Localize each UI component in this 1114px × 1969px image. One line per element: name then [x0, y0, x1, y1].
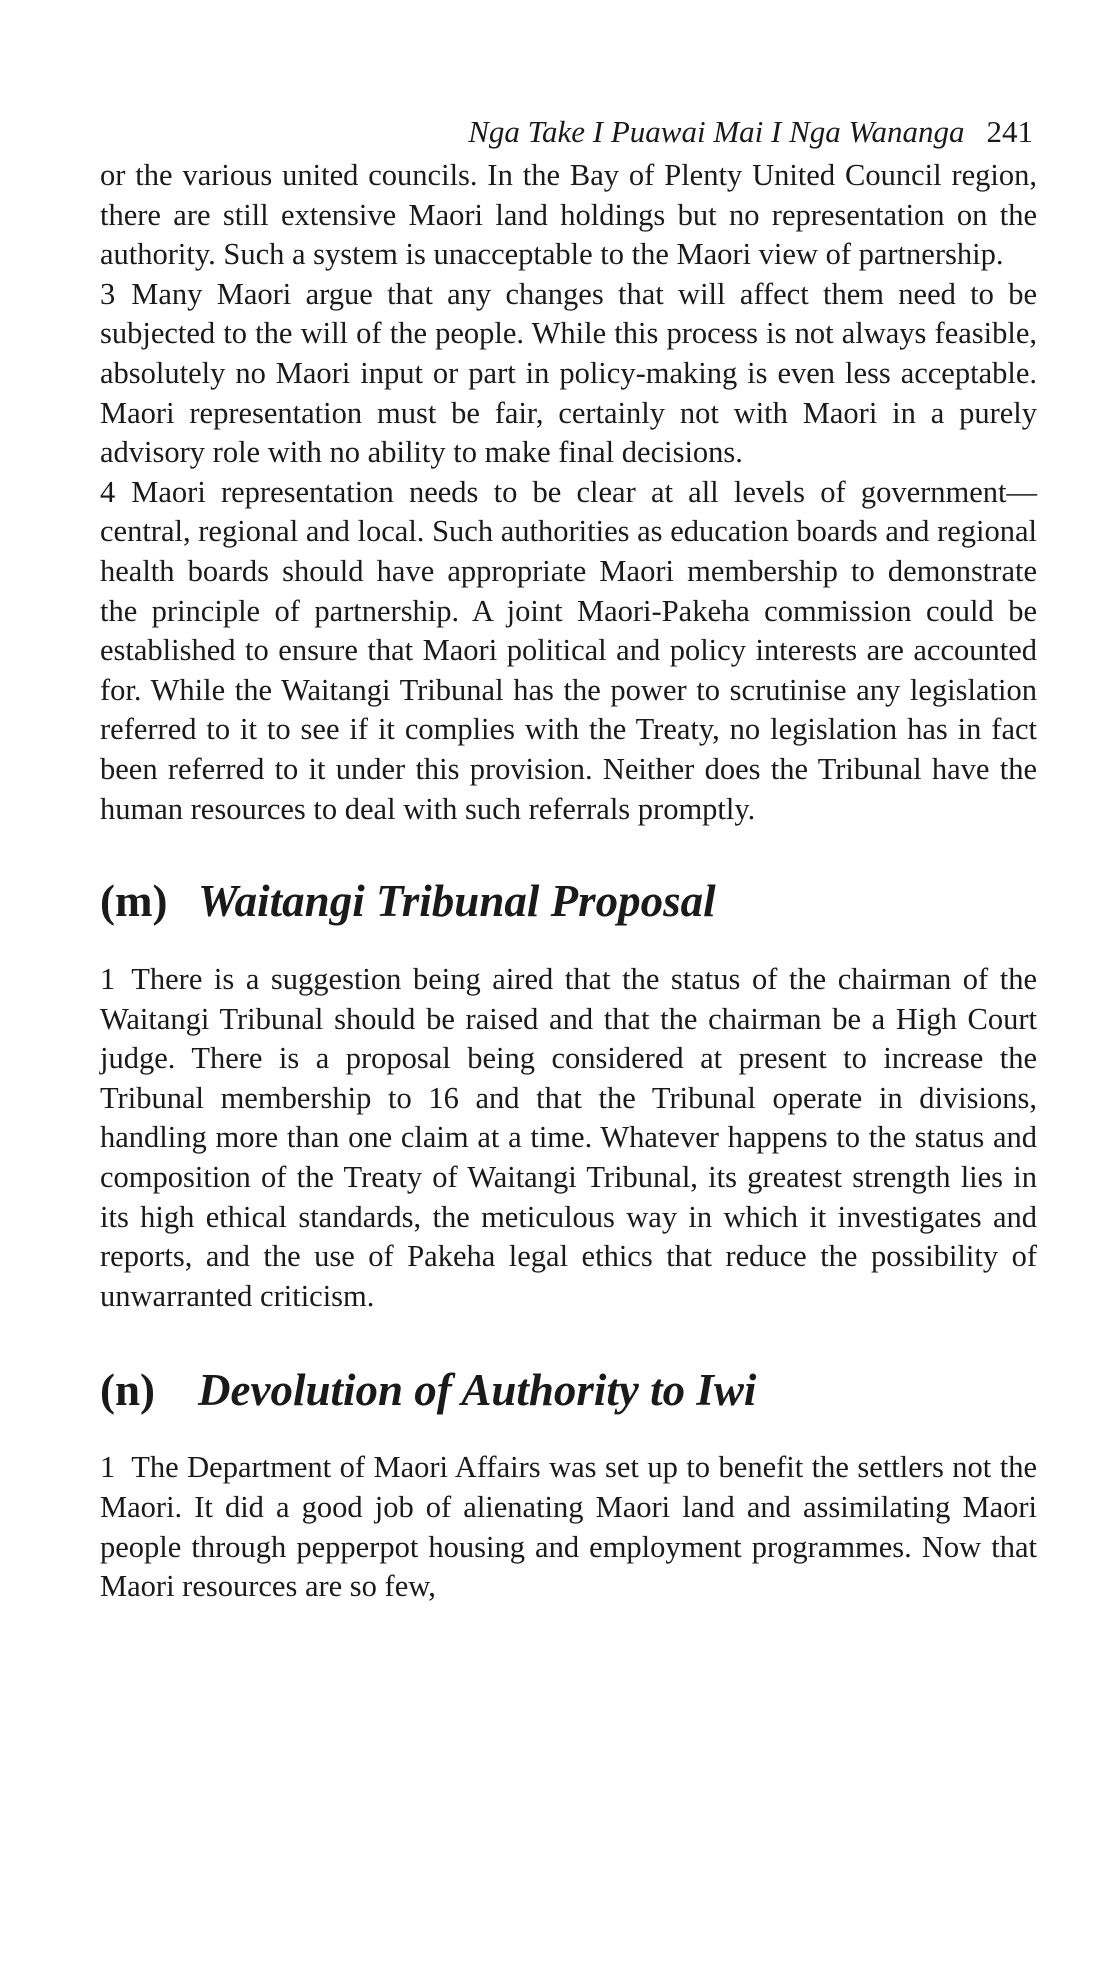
numbered-paragraph: [100, 960, 1037, 1316]
paragraph-number: 4: [100, 474, 116, 509]
paragraph-number: 1: [100, 1450, 116, 1485]
numbered-paragraph: [100, 275, 1037, 473]
numbered-paragraph: [100, 1448, 1037, 1606]
page-number: 241: [986, 114, 1033, 149]
section-label: (m): [100, 876, 168, 927]
section-heading-n: [100, 1362, 1037, 1418]
section-title: Devolution of Authority to Iwi: [198, 1365, 757, 1416]
paragraph-continuation: [100, 156, 1037, 275]
running-head: [100, 108, 1037, 156]
numbered-paragraph: [100, 473, 1037, 829]
paragraph-text: Maori representation needs to be clear at all levels of government—central, regional and local. Such authorities as education boards and regional health boards should have appropriate Maori membership to demonstrate the principle of partnership. A joint Maori-Pakeha commission could be established to ensure that Maori political and policy interests are accounted for. While the Waitangi Tribunal has the power to scrutinise any legislation referred to it to see if it complies with the Treaty, no legislation has in fact been referred to it under this provision. Neither does the Tribunal have the human resources to deal with such referrals promptly.: [100, 474, 1037, 826]
section-heading-m: [100, 873, 1037, 929]
paragraph-number: 3: [100, 276, 116, 311]
paragraph-text: There is a suggestion being aired that the status of the chairman of the Waitangi Tribunal should be raised and that the chairman be a High Court judge. There is a proposal being considered at present to increase the Tribunal membership to 16 and that the Tribunal operate in divisions, handling more than one claim at a time. Whatever happens to the status and composition of the Treaty of Waitangi Tribunal, its greatest strength lies in its high ethical standards, the meticulous way in which it investigates and reports, and the use of Pakeha legal ethics that reduce the possibility of unwarranted criticism.: [100, 962, 1037, 1313]
section-title: Waitangi Tribunal Proposal: [198, 876, 716, 927]
running-head-title: Nga Take I Puawai Mai I Nga Wananga: [468, 114, 965, 149]
section-label: (n): [100, 1365, 155, 1416]
paragraph-text: or the various united councils. In the Bay of Plenty United Council region, there are still extensive Maori land holdings but no representation on the authority. Such a system is unacceptable to the Maori view of partnership.: [100, 158, 1037, 272]
paragraph-number: 1: [100, 962, 116, 997]
paragraph-text: Many Maori argue that any changes that will affect them need to be subjected to the will of the people. While this process is not always feasible, absolutely no Maori input or part in policy-making is even less acceptable. Maori representation must be fair, certainly not with Maori in a purely advisory role with no ability to make final decisions.: [100, 276, 1037, 470]
book-page: [100, 108, 1037, 1607]
paragraph-text: The Department of Maori Affairs was set up to benefit the settlers not the Maori. It did a good job of alienating Maori land and assimilating Maori people through pepperpot housing and employment programmes. Now that Maori resources are so few,: [100, 1450, 1037, 1604]
